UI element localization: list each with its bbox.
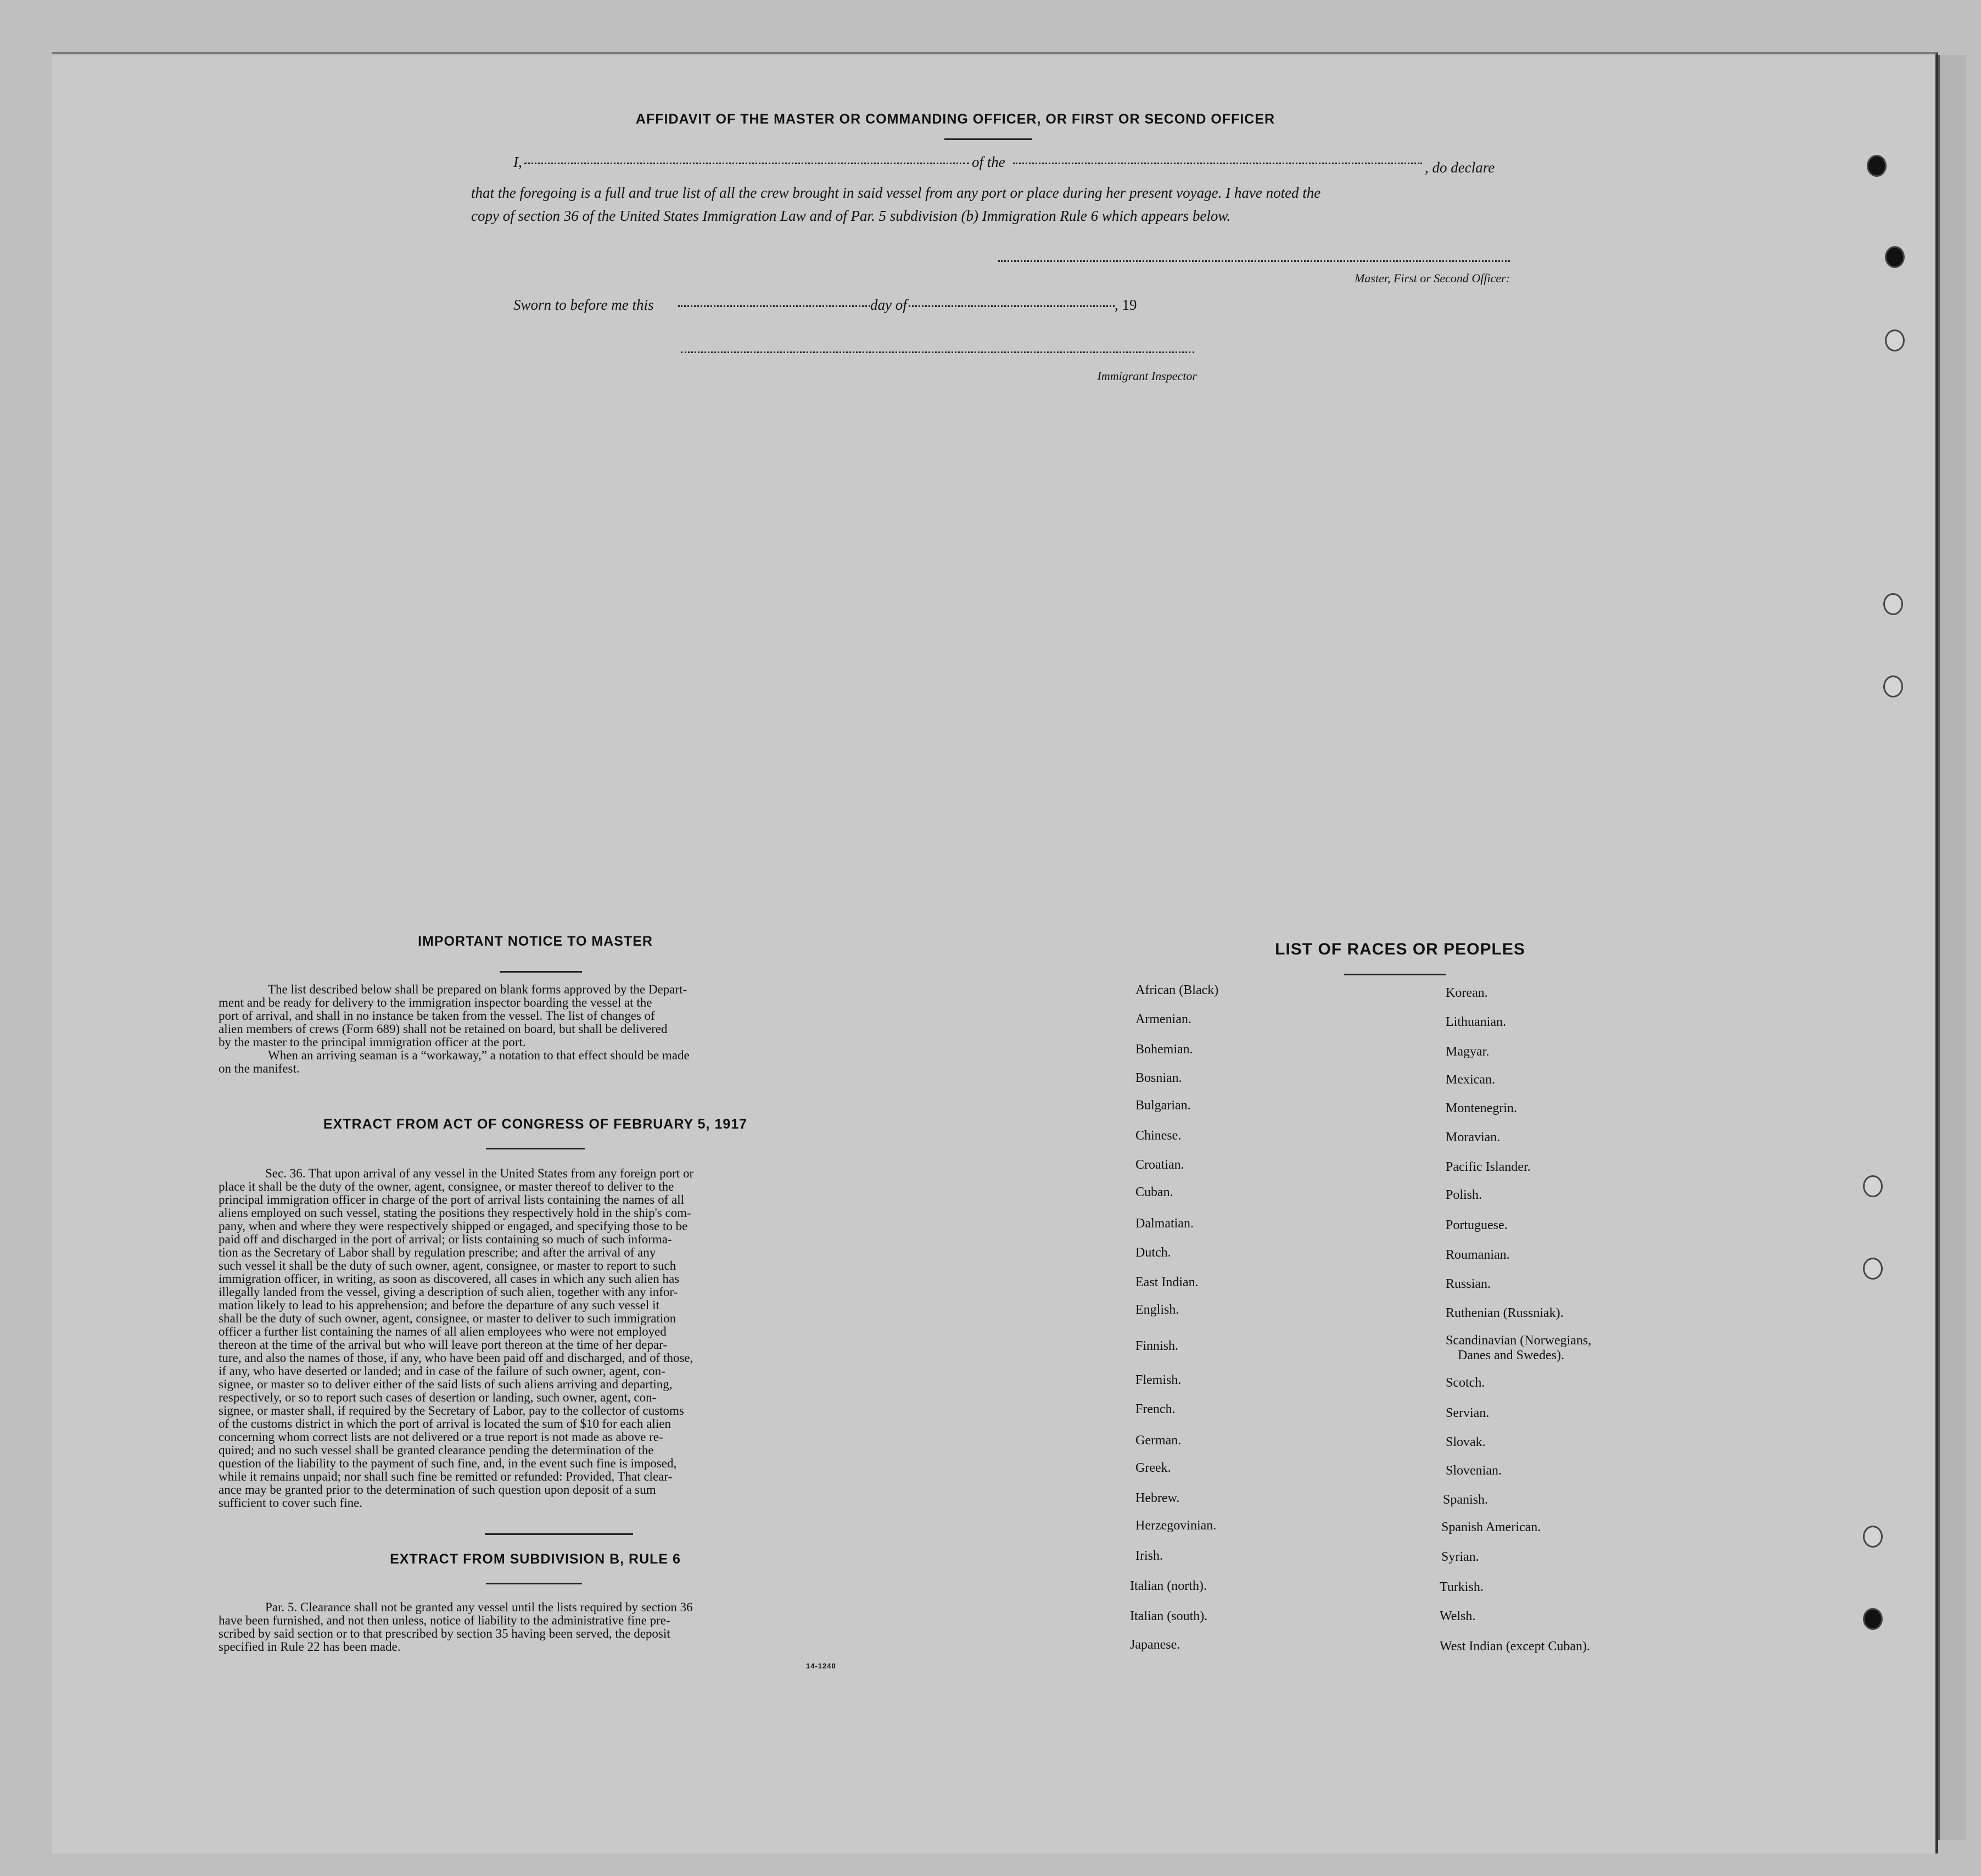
- races-underline: [1344, 974, 1446, 975]
- race-right-item: Slovak.: [1446, 1435, 1486, 1449]
- act-line: principal immigration officer in charge of the port of arrival lists containing the names of all: [219, 1193, 684, 1207]
- form-number: 14-1240: [806, 1662, 836, 1670]
- races-title: LIST OF RACES OR PEOPLES: [1275, 940, 1525, 958]
- notice-line: on the manifest.: [219, 1062, 300, 1075]
- race-left-item: French.: [1135, 1402, 1176, 1416]
- page-edge-strip: [1938, 55, 1966, 1840]
- affidavit-line-2: that the foregoing is a full and true list of all the crew brought in said vessel from any port or place during her present voyage. I have noted the: [471, 185, 1321, 201]
- of-the-label: of the: [972, 154, 1005, 170]
- race-right-item: Mexican.: [1446, 1073, 1495, 1087]
- year-label: , 19: [1115, 297, 1137, 313]
- rule-line: Par. 5. Clearance shall not be granted any vessel until the lists required by section 36: [265, 1600, 693, 1614]
- race-left-item: English.: [1135, 1303, 1179, 1317]
- act-line: of the customs district in which the port of arrival is located the sum of $10 for each alien: [219, 1417, 671, 1431]
- notice-line: ment and be ready for delivery to the immigration inspector boarding the vessel at the: [219, 996, 652, 1009]
- rule-line: have been furnished, and not then unless, notice of liability to the administrative fine pre-: [219, 1613, 670, 1627]
- i-label: I,: [513, 154, 522, 170]
- act-line: thereon at the time of the arrival but who will leave port thereon at the time of her depar-: [219, 1338, 668, 1352]
- act-line: while it remains unpaid; nor shall such fine be remitted or refunded: Provided, That clear-: [219, 1470, 673, 1483]
- race-right-item: Servian.: [1446, 1406, 1490, 1420]
- act-line: quired; and no such vessel shall be granted clearance pending the determination of the: [219, 1443, 654, 1457]
- notice-line: The list described below shall be prepared on blank forms approved by the Depart-: [268, 982, 687, 996]
- binder-hole-icon: [1863, 1258, 1883, 1280]
- affidavit-line-3: copy of section 36 of the United States Immigration Law and of Par. 5 subdivision (b) Immigration Rule 6 which appears below.: [471, 208, 1231, 224]
- race-right-item: Korean.: [1446, 986, 1488, 1000]
- race-left-item: Italian (north).: [1130, 1579, 1207, 1593]
- race-right-item: Roumanian.: [1446, 1248, 1510, 1262]
- sworn-label: Sworn to before me this: [513, 297, 654, 313]
- master-signature-field[interactable]: [998, 260, 1510, 262]
- race-right-item: Portuguese.: [1446, 1218, 1508, 1232]
- act-line: paid off and discharged in the port of arrival; or lists containing so much of such informa-: [219, 1232, 672, 1246]
- do-declare-label: , do declare: [1425, 159, 1495, 176]
- act-extract-title: EXTRACT FROM ACT OF CONGRESS OF FEBRUARY 5, 1917: [323, 1116, 748, 1132]
- race-right-item: Turkish.: [1440, 1580, 1484, 1594]
- binder-hole-icon: [1885, 330, 1905, 351]
- inspector-caption: Immigrant Inspector: [1097, 369, 1197, 383]
- race-right-item: Danes and Swedes).: [1458, 1348, 1564, 1363]
- sworn-month-field[interactable]: [909, 305, 1115, 307]
- race-left-item: German.: [1135, 1433, 1182, 1448]
- rule-extract-body: [219, 1601, 850, 1654]
- notice-line: alien members of crews (Form 689) shall not be retained on board, but shall be delivered: [219, 1022, 668, 1036]
- notice-underline: [500, 971, 582, 973]
- race-right-item: Slovenian.: [1446, 1464, 1502, 1478]
- act-line: Sec. 36. That upon arrival of any vessel in the United States from any foreign port or: [265, 1166, 694, 1180]
- rule-line: specified in Rule 22 has been made.: [219, 1640, 401, 1654]
- race-right-item: Montenegrin.: [1446, 1101, 1517, 1115]
- vessel-name-field[interactable]: [1013, 163, 1422, 164]
- act-extract-underline: [486, 1148, 585, 1149]
- rule-line: scribed by said section or to that prescribed by section 35 having been served, the deposit: [219, 1627, 670, 1640]
- notice-title: IMPORTANT NOTICE TO MASTER: [418, 934, 653, 949]
- act-line: signee, or master shall, if required by the Secretary of Labor, pay to the collector of customs: [219, 1404, 684, 1417]
- race-left-item: Bulgarian.: [1135, 1098, 1191, 1113]
- race-left-item: Herzegovinian.: [1135, 1518, 1217, 1533]
- act-extract-body: [219, 1167, 850, 1510]
- inspector-signature-field[interactable]: [681, 351, 1194, 353]
- race-right-item: Syrian.: [1441, 1550, 1479, 1564]
- act-line: tion as the Secretary of Labor shall by regulation prescribe; and after the arrival of any: [219, 1246, 656, 1259]
- act-line: aliens employed on such vessel, stating the positions they respectively hold in the ship's com-: [219, 1206, 691, 1220]
- race-left-item: Bosnian.: [1135, 1071, 1182, 1085]
- race-left-item: Flemish.: [1135, 1373, 1182, 1387]
- race-right-item: Scandinavian (Norwegians,: [1446, 1333, 1592, 1348]
- day-of-label: day of: [870, 297, 907, 313]
- act-line: officer a further list containing the names of all alien employees who were not employed: [219, 1325, 667, 1338]
- act-line: immigration officer, in writing, as soon as discovered, all cases in which any such alien has: [219, 1272, 680, 1286]
- race-right-item: Spanish.: [1443, 1493, 1488, 1507]
- binder-hole-icon: [1863, 1526, 1883, 1548]
- race-left-item: Armenian.: [1135, 1012, 1191, 1026]
- race-right-item: Welsh.: [1440, 1609, 1476, 1623]
- binder-hole-icon: [1867, 155, 1887, 177]
- race-left-item: Finnish.: [1135, 1339, 1179, 1353]
- document-page: [52, 52, 1938, 1853]
- act-line: if any, who have deserted or landed; and in case of the failure of such owner, agent, con-: [219, 1364, 665, 1378]
- race-left-item: Greek.: [1135, 1461, 1171, 1475]
- rule-extract-underline: [486, 1583, 582, 1584]
- race-left-item: Bohemian.: [1135, 1042, 1193, 1057]
- act-line: concerning whom correct lists are not delivered or a true report is not made as above re-: [219, 1430, 663, 1444]
- race-right-item: Magyar.: [1446, 1045, 1490, 1059]
- binder-hole-icon: [1885, 246, 1905, 268]
- notice-line: by the master to the principal immigration officer at the port.: [219, 1035, 526, 1049]
- race-left-item: Cuban.: [1135, 1185, 1173, 1199]
- act-line: sufficient to cover such fine.: [219, 1496, 363, 1510]
- act-line: ance may be granted prior to the determination of such question upon deposit of a sum: [219, 1483, 656, 1497]
- race-left-item: Croatian.: [1135, 1158, 1184, 1172]
- affidavit-title: AFFIDAVIT OF THE MASTER OR COMMANDING OFFICER, OR FIRST OR SECOND OFFICER: [635, 111, 1275, 127]
- race-right-item: Moravian.: [1446, 1130, 1501, 1144]
- race-right-item: Pacific Islander.: [1446, 1160, 1531, 1174]
- race-right-item: Russian.: [1446, 1277, 1491, 1291]
- race-left-item: East Indian.: [1135, 1275, 1199, 1289]
- act-line: place it shall be the duty of the owner, agent, consignee, or master thereof to deliver to the: [219, 1180, 674, 1193]
- binder-hole-icon: [1883, 593, 1903, 615]
- race-right-item: Lithuanian.: [1446, 1015, 1506, 1029]
- race-left-item: Dutch.: [1135, 1246, 1171, 1260]
- rule-extract-title: EXTRACT FROM SUBDIVISION B, RULE 6: [390, 1551, 681, 1567]
- race-right-item: Polish.: [1446, 1188, 1482, 1202]
- race-right-item: Spanish American.: [1441, 1520, 1541, 1534]
- master-signature-caption: Master, First or Second Officer:: [1355, 271, 1510, 285]
- sworn-day-field[interactable]: [678, 305, 870, 307]
- act-line: shall be the duty of such owner, agent, consignee, or master to deliver to such immigration: [219, 1311, 676, 1325]
- race-left-item: Irish.: [1135, 1549, 1163, 1563]
- act-line: such vessel it shall be the duty of such owner, agent, consignee, or master to report to such: [219, 1259, 676, 1272]
- race-left-item: Japanese.: [1130, 1638, 1180, 1652]
- binder-hole-icon: [1863, 1608, 1883, 1630]
- binder-hole-icon: [1883, 675, 1903, 697]
- race-left-item: Chinese.: [1135, 1129, 1182, 1143]
- act-extract-end-rule: [485, 1533, 633, 1535]
- act-line: respectively, or so to report such cases of desertion or landing, such owner, agent, con-: [219, 1391, 657, 1404]
- notice-line: When an arriving seaman is a “workaway,” a notation to that effect should be made: [268, 1048, 690, 1062]
- race-left-item: Hebrew.: [1135, 1491, 1180, 1505]
- act-line: illegally landed from the vessel, giving a description of such alien, together with any infor-: [219, 1285, 678, 1299]
- act-line: mation likely to lead to his apprehension; and before the departure of any such vessel it: [219, 1298, 659, 1312]
- race-left-item: Italian (south).: [1130, 1609, 1208, 1623]
- notice-body: [219, 983, 850, 1075]
- race-left-item: Dalmatian.: [1135, 1216, 1194, 1231]
- race-right-item: West Indian (except Cuban).: [1440, 1639, 1590, 1654]
- race-left-item: African (Black): [1135, 983, 1219, 997]
- notice-line: port of arrival, and shall in no instance be taken from the vessel. The list of changes of: [219, 1009, 655, 1023]
- race-right-item: Scotch.: [1446, 1376, 1485, 1390]
- act-line: ture, and also the names of those, if any, who have been paid off and discharged, and of those,: [219, 1351, 693, 1365]
- race-right-item: Ruthenian (Russniak).: [1446, 1306, 1564, 1320]
- officer-name-field[interactable]: [524, 163, 969, 164]
- act-line: pany, when and where they were respectively shipped or engaged, and specifying those to be: [219, 1219, 688, 1233]
- act-line: question of the liability to the payment of such fine, and, in the event such fine is imposed,: [219, 1456, 677, 1470]
- title-underline: [944, 138, 1032, 140]
- act-line: signee, or master so to deliver either of the said lists of such aliens arriving and departing,: [219, 1377, 673, 1391]
- binder-hole-icon: [1863, 1175, 1883, 1197]
